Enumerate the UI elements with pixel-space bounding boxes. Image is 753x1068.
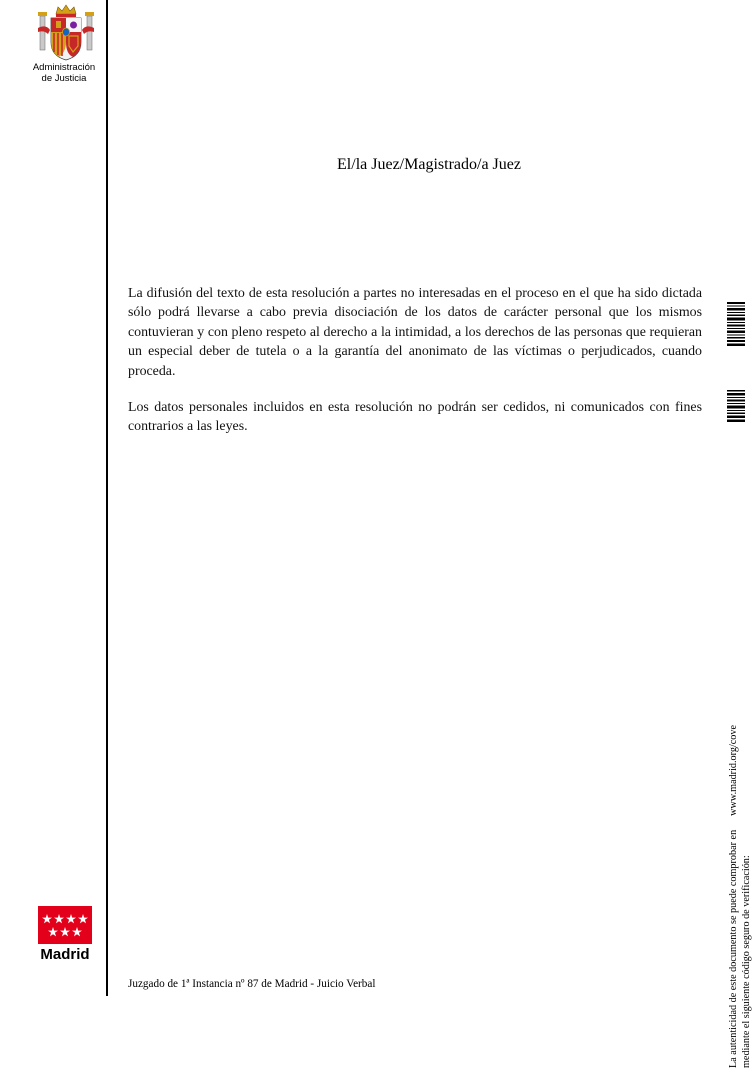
institution-line1: Administración: [20, 62, 108, 73]
verification-note: [728, 428, 753, 1068]
coat-of-arms-icon: [36, 2, 96, 62]
barcode-icon: [727, 302, 745, 346]
privacy-paragraph: La difusión del texto de esta resolución a partes no interesadas en el proceso en el que ha sido dictada sólo podrá llevarse a cabo previa disociación de los datos de carácter personal que los mismos contuvieran y con pleno respeto al derecho a la intimidad, a los derechos de las personas que requieran un especial deber de tutela o a la garantía del anonimato de las víctimas o perjudicados, cuando proceda.: [128, 284, 702, 381]
barcode-icon: [727, 390, 745, 422]
judge-title: El/la Juez/Magistrado/a Juez: [108, 156, 750, 174]
sidebar-rule: [106, 0, 108, 996]
court-footer: Juzgado de 1ª Instancia nº 87 de Madrid - Juicio Verbal: [128, 978, 375, 990]
verification-line1: La autenticidad de este documento se puede comprobar en: [728, 830, 739, 1068]
verification-line2: mediante el siguiente código seguro de verificación:: [741, 428, 753, 1068]
verification-url[interactable]: www.madrid.org/cove: [728, 725, 739, 816]
data-protection-paragraph: Los datos personales incluidos en esta resolución no podrán ser cedidos, ni comunicados con fines contrarios a las leyes.: [128, 398, 702, 437]
institution-name: [20, 62, 108, 84]
comunidad-de-madrid-stars-icon: [38, 906, 92, 944]
document-body: [128, 284, 702, 454]
region-name: Madrid: [34, 946, 96, 963]
institution-line2: de Justicia: [20, 73, 108, 84]
verification-line1-row: [728, 428, 741, 1068]
